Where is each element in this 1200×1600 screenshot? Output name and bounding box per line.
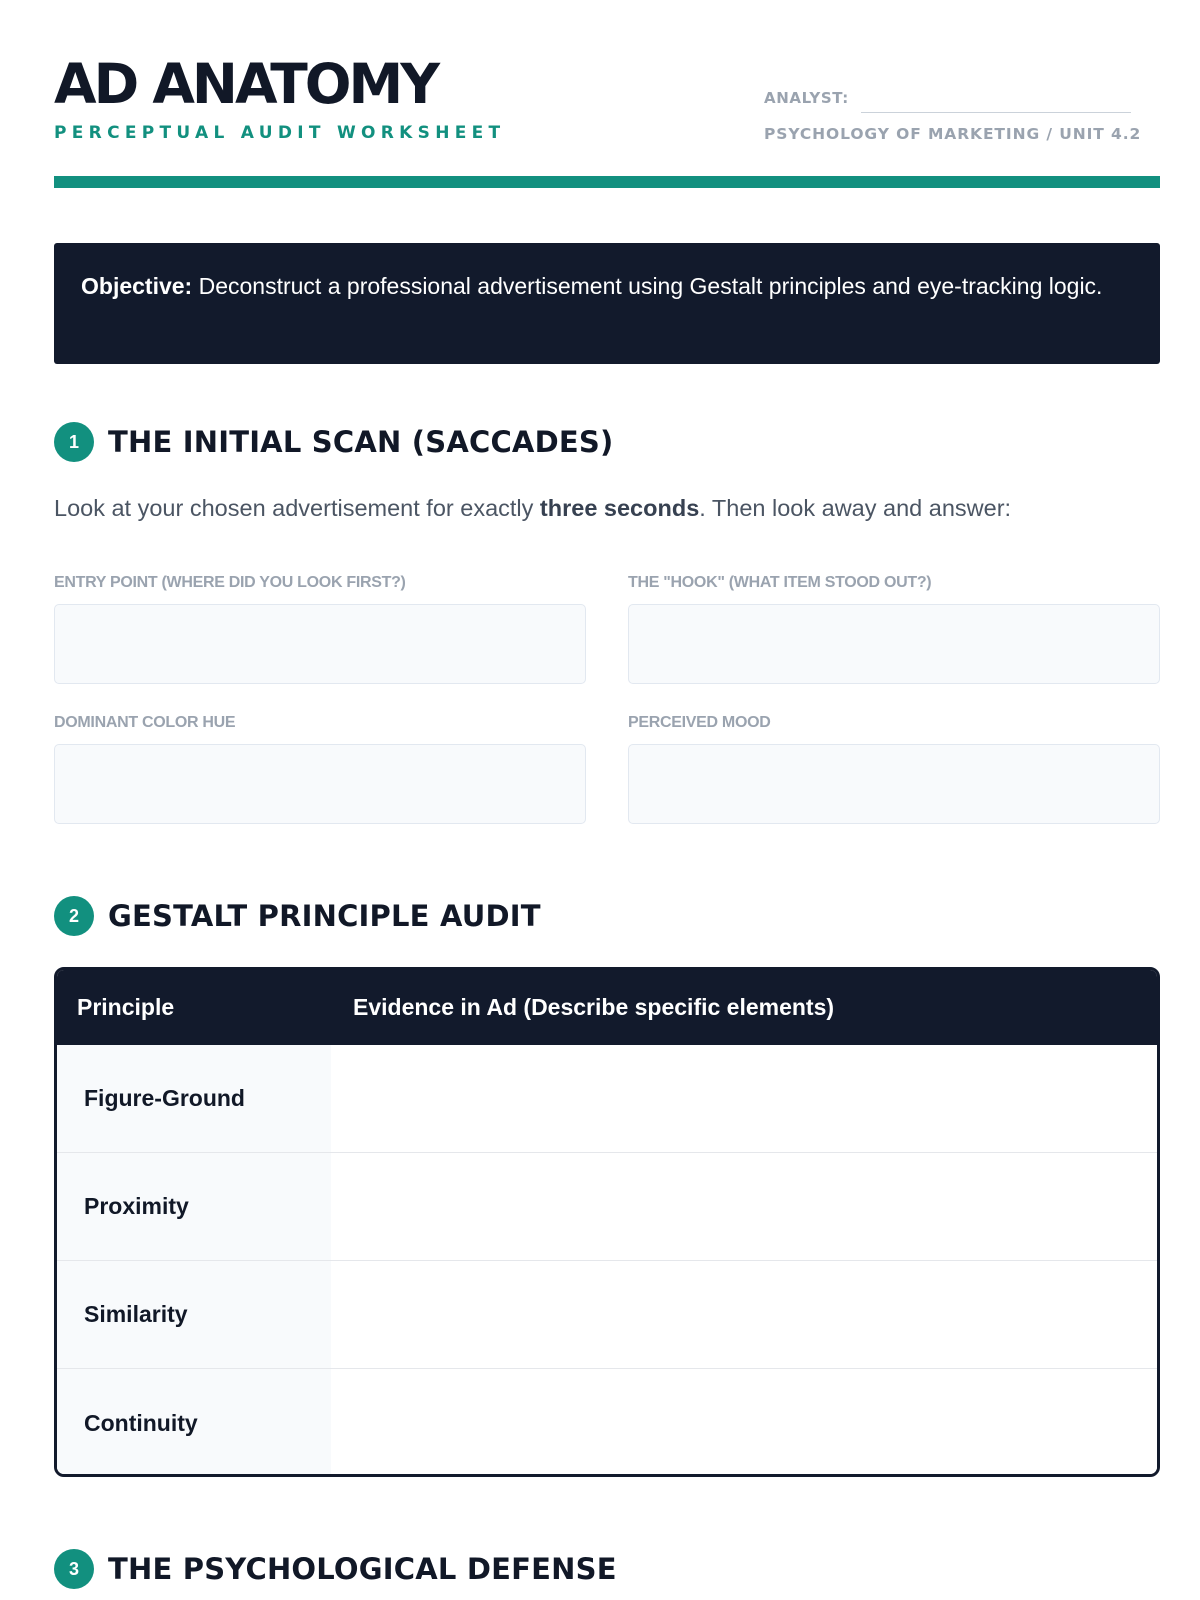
section-number-badge: 2 [54,896,94,936]
section-1-heading [54,422,613,462]
evidence-cell[interactable] [331,1261,1157,1368]
evidence-cell[interactable] [331,1369,1157,1477]
instruction-text-end: . Then look away and answer: [699,495,1012,521]
section-title: THE PSYCHOLOGICAL DEFENSE [108,1552,617,1586]
perceived-mood-label: PERCEIVED MOOD [628,714,771,731]
section-number-badge: 3 [54,1549,94,1589]
objective-text: Deconstruct a professional advertisement using Gestalt principles and eye-tracking logic. [192,273,1103,299]
column-header-principle: Principle [77,994,175,1020]
objective-banner [54,243,1160,364]
perceived-mood-field[interactable] [628,744,1160,824]
evidence-cell[interactable] [331,1045,1157,1152]
section-number-badge: 1 [54,422,94,462]
gestalt-table [54,967,1160,1477]
section-title: GESTALT PRINCIPLE AUDIT [108,899,541,933]
objective-label: Objective: [81,273,193,299]
principle-cell: Continuity [57,1369,331,1477]
worksheet-title: AD ANATOMY [54,52,438,116]
worksheet-subtitle: PERCEPTUAL AUDIT WORKSHEET [54,123,506,143]
table-row [57,1369,1157,1477]
dominant-color-field[interactable] [54,744,586,824]
table-row [57,1045,1157,1153]
column-header-evidence: Evidence in Ad (Describe specific elements) [353,994,835,1020]
section-3-heading [54,1549,617,1589]
instruction-text: Look at your chosen advertisement for exactly [54,495,540,521]
section-2-heading [54,896,541,936]
entry-point-field[interactable] [54,604,586,684]
worksheet-page [54,0,1160,1586]
worksheet-header [54,0,1160,190]
section-title: THE INITIAL SCAN (SACCADES) [108,425,614,459]
analyst-name-field[interactable] [861,112,1131,113]
analyst-row [764,89,1131,107]
instruction-emphasis: three seconds [539,495,700,521]
analyst-label: ANALYST: [764,89,849,107]
principle-cell: Proximity [57,1153,331,1260]
principle-cell: Figure-Ground [57,1045,331,1152]
table-row [57,1153,1157,1261]
course-label: PSYCHOLOGY OF MARKETING / UNIT 4.2 [764,125,1142,143]
table-row [57,1261,1157,1369]
entry-point-label: ENTRY POINT (WHERE DID YOU LOOK FIRST?) [54,574,406,591]
evidence-cell[interactable] [331,1153,1157,1260]
header-divider [54,176,1160,188]
hook-field[interactable] [628,604,1160,684]
principle-cell: Similarity [57,1261,331,1368]
hook-label: THE "HOOK" (WHAT ITEM STOOD OUT?) [628,574,932,591]
table-header [57,970,1157,1045]
dominant-color-label: DOMINANT COLOR HUE [54,714,236,731]
scan-instruction [54,495,1011,522]
